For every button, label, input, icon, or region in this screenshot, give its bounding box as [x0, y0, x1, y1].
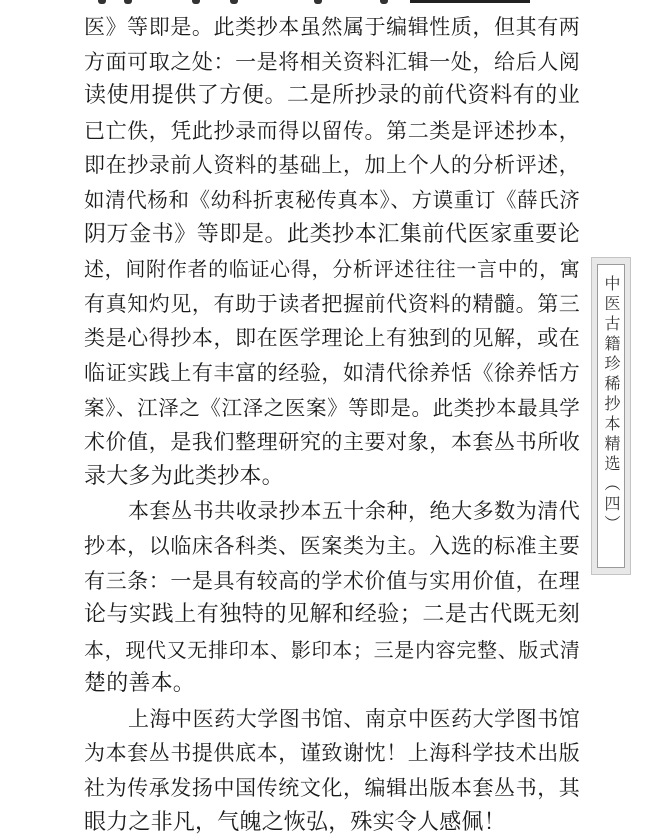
text-line: 本，现代又无排印本、影印本；三是内容完整、版式清: [84, 637, 580, 662]
text-line: 方面可取之处：一是将相关资料汇辑一处，给后人阅: [84, 49, 580, 74]
text-line: 眼力之非凡，气魄之恢弘，殊实令人感佩！: [84, 809, 506, 835]
text-line: 楚的善本。: [84, 671, 196, 697]
text-line: 如清代杨和《幼科折衷秘传真本》、方谟重订《薛氏济: [84, 187, 580, 212]
text-line: 临证实践上有丰富的经验，如清代徐养恬《徐养恬方: [84, 360, 580, 385]
text-line: 类是心得抄本，即在医学理论上有独到的见解，或在: [84, 326, 580, 351]
body-text: [84, 10, 580, 840]
text-line: 社为传承发扬中国传统文化，编辑出版本套丛书，其: [84, 776, 580, 801]
text-line: 抄本，以临床各科类、医案类为主。入选的标准主要: [84, 533, 580, 558]
text-line: 案》、江泽之《江泽之医案》等即是。此类抄本最具学: [84, 395, 580, 420]
cropped-glyph: [192, 0, 200, 4]
side-tab: [591, 257, 631, 575]
text-line: 为本套丛书提供底本，谨致谢忱！上海科学技术出版: [84, 741, 580, 766]
text-line: 本套丛书共收录抄本五十余种，绝大多数为清代: [128, 499, 580, 524]
text-line: 医》等即是。此类抄本虽然属于编辑性质，但其有两: [84, 15, 580, 39]
text-line: 述，间附作者的临证心得，分析评述往往一言中的，寓: [84, 257, 580, 282]
text-line: 上海中医药大学图书馆、南京中医药大学图书馆: [128, 706, 580, 731]
cropped-glyph: [380, 0, 388, 4]
text-line: 有三条：一是具有较高的学术价值与实用价值，在理: [84, 568, 580, 593]
side-tab-frame: [597, 264, 625, 568]
text-line: 阴万金书》等即是。此类抄本汇集前代医家重要论: [84, 221, 580, 247]
cropped-glyph: [124, 0, 132, 4]
text-line: 术价值，是我们整理研究的主要对象，本套丛书所收: [84, 430, 580, 455]
cropped-rule: [410, 0, 530, 3]
text-line: 录大多为此类抄本。: [84, 463, 284, 489]
text-line: 论与实践上有独特的见解和经验；二是古代既无刻: [84, 602, 580, 628]
text-line: 读使用提供了方便。二是所抄录的前代资料有的业: [84, 83, 580, 109]
cropped-glyph: [230, 0, 238, 4]
text-line: 已亡佚，凭此抄录而得以留传。第二类是评述抄本，: [84, 118, 580, 143]
text-line: 有真知灼见，有助于读者把握前代资料的精髓。第三: [84, 291, 580, 316]
top-cropped-line: [80, 0, 580, 8]
cropped-glyph: [314, 0, 322, 4]
series-title: 中医古籍珍稀抄本精选（四）: [602, 275, 621, 535]
text-line: 即在抄录前人资料的基础上，加上个人的分析评述，: [84, 153, 580, 178]
cropped-glyph: [98, 0, 106, 4]
